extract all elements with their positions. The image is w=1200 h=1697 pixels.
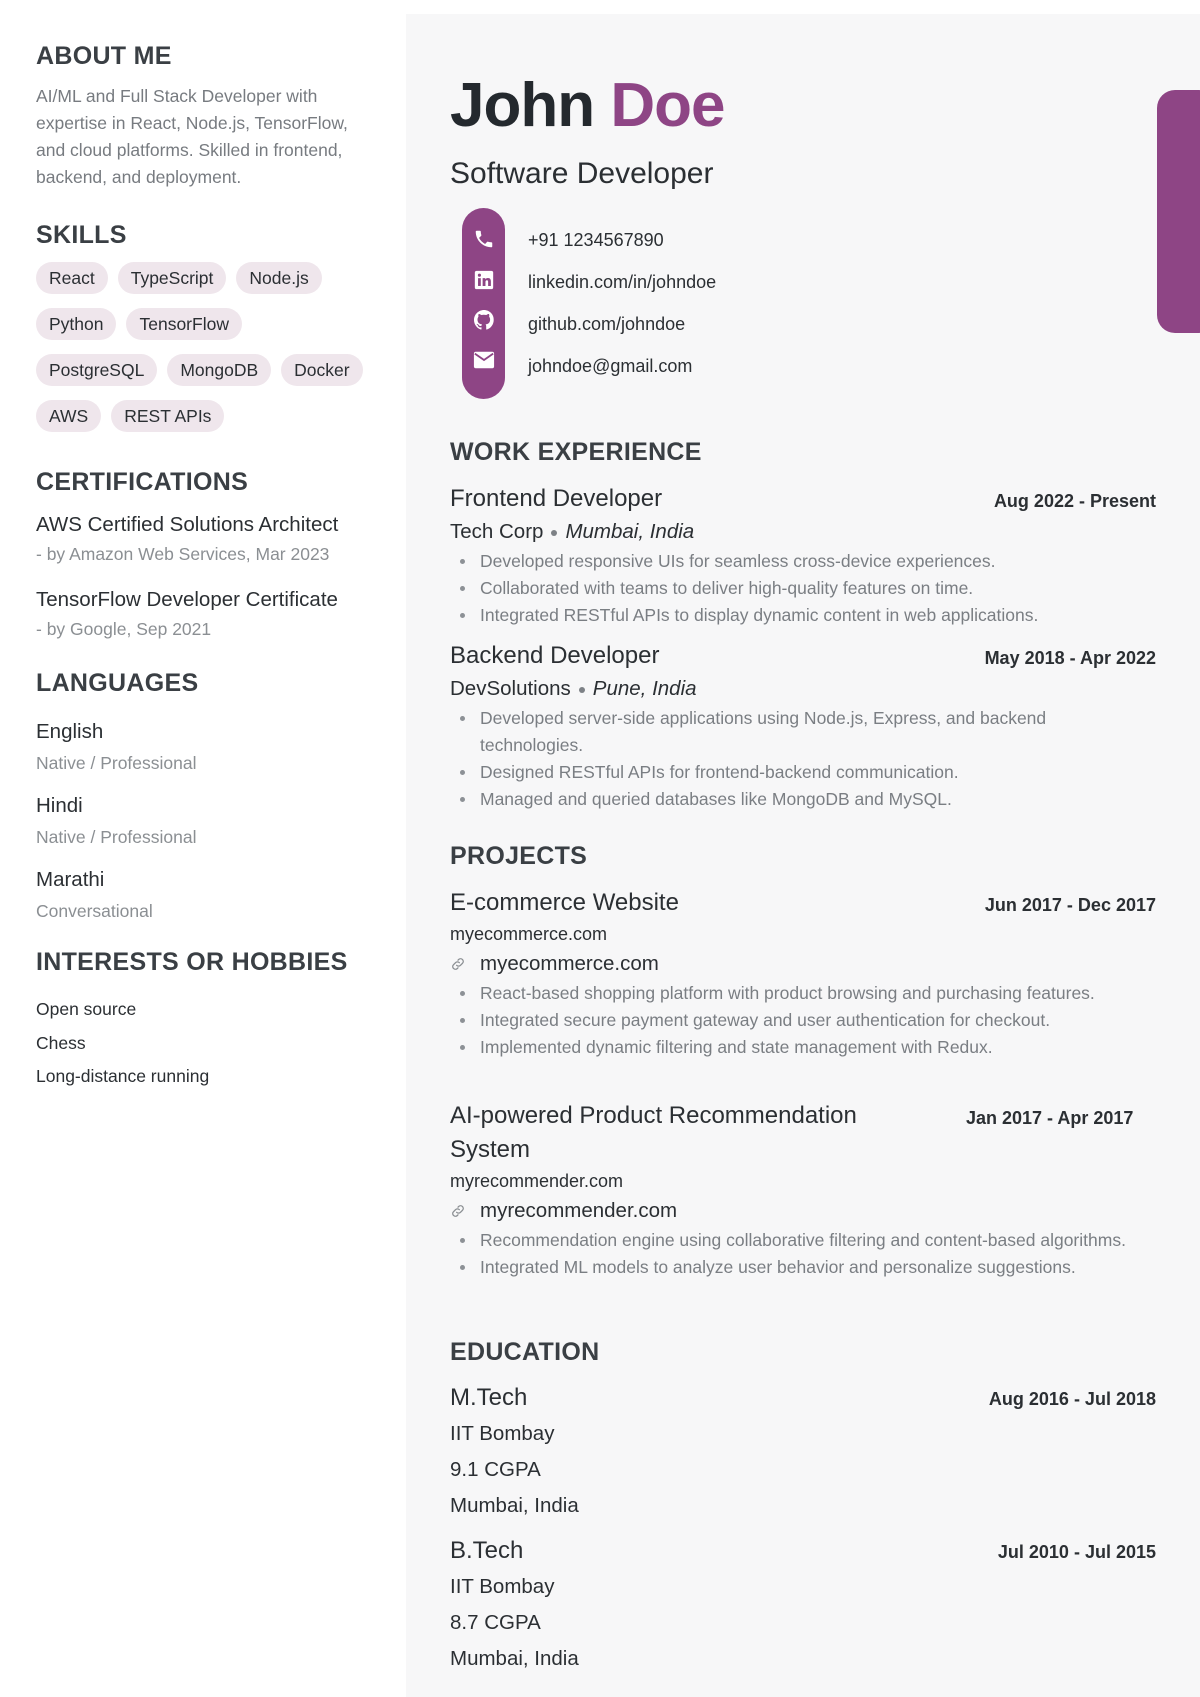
work-company: Tech Corp [450, 520, 544, 543]
work-role: Frontend Developer [450, 485, 663, 512]
work-entry [450, 639, 1156, 813]
skill-chip: Docker [281, 354, 362, 386]
sidebar [36, 42, 366, 1094]
work-dates: Aug 2022 - Present [993, 491, 1156, 511]
bullet-item: React-based shopping platform with product browsing and purchasing features. [480, 980, 1156, 1007]
certification-issuer: - by Amazon Web Services, Mar 2023 [36, 544, 330, 564]
certification-name: TensorFlow Developer Certificate [36, 588, 338, 611]
certification-item [36, 584, 366, 643]
skill-chip: REST APIs [111, 400, 224, 432]
bullet-item: Developed responsive UIs for seamless cross-device experiences. [480, 548, 1156, 575]
projects-title: PROJECTS [450, 842, 588, 870]
accent-tab [1157, 90, 1200, 333]
project-bullets [450, 980, 1156, 1061]
candidate-name [450, 66, 724, 146]
certification-item [36, 509, 366, 568]
work-entry [450, 482, 1156, 629]
contact-email[interactable]: johndoe@gmail.com [528, 356, 693, 376]
project-url: myrecommender.com [450, 1171, 624, 1191]
skill-chip: PostgreSQL [36, 354, 157, 386]
interests-section [36, 948, 366, 1094]
last-name: Doe [610, 71, 725, 140]
separator-dot [551, 530, 557, 536]
work-bullets [450, 548, 1156, 629]
language-name: Marathi [36, 868, 105, 891]
language-item [36, 864, 366, 926]
certifications-section [36, 468, 366, 643]
bullet-item: Collaborated with teams to deliver high-quality features on time. [480, 575, 1156, 602]
certification-name: AWS Certified Solutions Architect [36, 513, 339, 536]
contact-linkedin[interactable]: linkedin.com/in/johndoe [528, 272, 717, 292]
phone-icon [462, 224, 505, 254]
language-level: Native / Professional [36, 827, 197, 847]
education-degree: B.Tech [450, 1537, 524, 1564]
education-entry [450, 1533, 1156, 1677]
skill-chip: Python [36, 308, 116, 340]
skills-list [36, 262, 366, 432]
interest-item: Open source [36, 999, 137, 1019]
certification-issuer: - by Google, Sep 2021 [36, 619, 212, 639]
contact-phone[interactable]: +91 1234567890 [528, 230, 664, 250]
education-dates: Jul 2010 - Jul 2015 [997, 1542, 1156, 1562]
skill-chip: TensorFlow [126, 308, 241, 340]
languages-title: LANGUAGES [36, 669, 199, 697]
project-link[interactable] [450, 1195, 1156, 1227]
work-title: WORK EXPERIENCE [450, 438, 702, 466]
work-location: Pune, India [592, 677, 697, 700]
language-name: English [36, 720, 104, 743]
about-text: AI/ML and Full Stack Developer with expertise in React, Node.js, TensorFlow, and cloud platforms. Skilled in frontend, backend, and deployment. [36, 86, 348, 187]
contact-icon-bar [462, 208, 505, 399]
work-company: DevSolutions [450, 677, 571, 700]
language-item [36, 790, 366, 852]
bullet-item: Implemented dynamic filtering and state management with Redux. [480, 1034, 1156, 1061]
link-icon [450, 1203, 480, 1219]
bullet-item: Integrated RESTful APIs to display dynamic content in web applications. [480, 602, 1156, 629]
language-name: Hindi [36, 794, 83, 817]
job-title: Software Developer [450, 157, 714, 190]
project-url: myecommerce.com [450, 924, 608, 944]
bullet-item: Developed server-side applications using Node.js, Express, and backend technologies. [480, 705, 1156, 759]
skills-title: SKILLS [36, 221, 127, 249]
separator-dot [579, 687, 585, 693]
skill-chip: AWS [36, 400, 101, 432]
work-company-line [450, 516, 1156, 548]
education-location: Mumbai, India [450, 1494, 579, 1517]
work-location: Mumbai, India [565, 520, 695, 543]
education-school: IIT Bombay [450, 1422, 555, 1445]
about-title: ABOUT ME [36, 42, 172, 70]
interest-item: Chess [36, 1032, 86, 1053]
email-icon [462, 345, 505, 375]
bullet-item: Managed and queried databases like MongoDB and MySQL. [480, 786, 1156, 813]
project-name: E-commerce Website [450, 889, 679, 916]
education-degree: M.Tech [450, 1384, 528, 1411]
work-role: Backend Developer [450, 642, 660, 669]
contact-github[interactable]: github.com/johndoe [528, 314, 686, 334]
education-entry [450, 1380, 1156, 1524]
linkedin-icon [462, 265, 505, 295]
skills-section [36, 221, 366, 432]
education-grade: 8.7 CGPA [450, 1611, 541, 1634]
link-icon [450, 956, 480, 972]
project-link-text[interactable]: myecommerce.com [480, 952, 659, 975]
work-bullets [450, 705, 1156, 813]
project-entry [450, 1099, 1156, 1281]
work-company-line [450, 673, 1156, 705]
project-link[interactable] [450, 948, 1156, 980]
interests-title: INTERESTS OR HOBBIES [36, 948, 348, 976]
skill-chip: MongoDB [167, 354, 271, 386]
language-item [36, 716, 366, 778]
skill-chip: TypeScript [118, 262, 227, 294]
language-level: Native / Professional [36, 753, 197, 773]
education-grade: 9.1 CGPA [450, 1458, 541, 1481]
languages-section [36, 669, 366, 926]
github-icon [462, 305, 505, 335]
work-dates: May 2018 - Apr 2022 [984, 648, 1156, 668]
education-dates: Aug 2016 - Jul 2018 [988, 1389, 1156, 1409]
certifications-title: CERTIFICATIONS [36, 468, 249, 496]
project-name: AI-powered Product Recommendation System [450, 1102, 857, 1163]
project-bullets [450, 1227, 1156, 1281]
project-dates: Jun 2017 - Dec 2017 [984, 895, 1156, 915]
first-name: John [450, 71, 595, 140]
language-level: Conversational [36, 901, 153, 921]
education-title: EDUCATION [450, 1338, 600, 1366]
education-school: IIT Bombay [450, 1575, 555, 1598]
skill-chip: Node.js [236, 262, 321, 294]
interest-item: Long-distance running [36, 1066, 210, 1086]
bullet-item: Integrated secure payment gateway and user authentication for checkout. [480, 1007, 1156, 1034]
education-location: Mumbai, India [450, 1647, 579, 1670]
bullet-item: Integrated ML models to analyze user behavior and personalize suggestions. [480, 1254, 1156, 1281]
about-section [36, 42, 366, 191]
bullet-item: Designed RESTful APIs for frontend-backend communication. [480, 759, 1156, 786]
bullet-item: Recommendation engine using collaborative filtering and content-based algorithms. [480, 1227, 1156, 1254]
project-link-text[interactable]: myrecommender.com [480, 1199, 678, 1222]
project-entry [450, 886, 1156, 1061]
skill-chip: React [36, 262, 108, 294]
project-dates: Jan 2017 - Apr 2017 [966, 1108, 1134, 1128]
